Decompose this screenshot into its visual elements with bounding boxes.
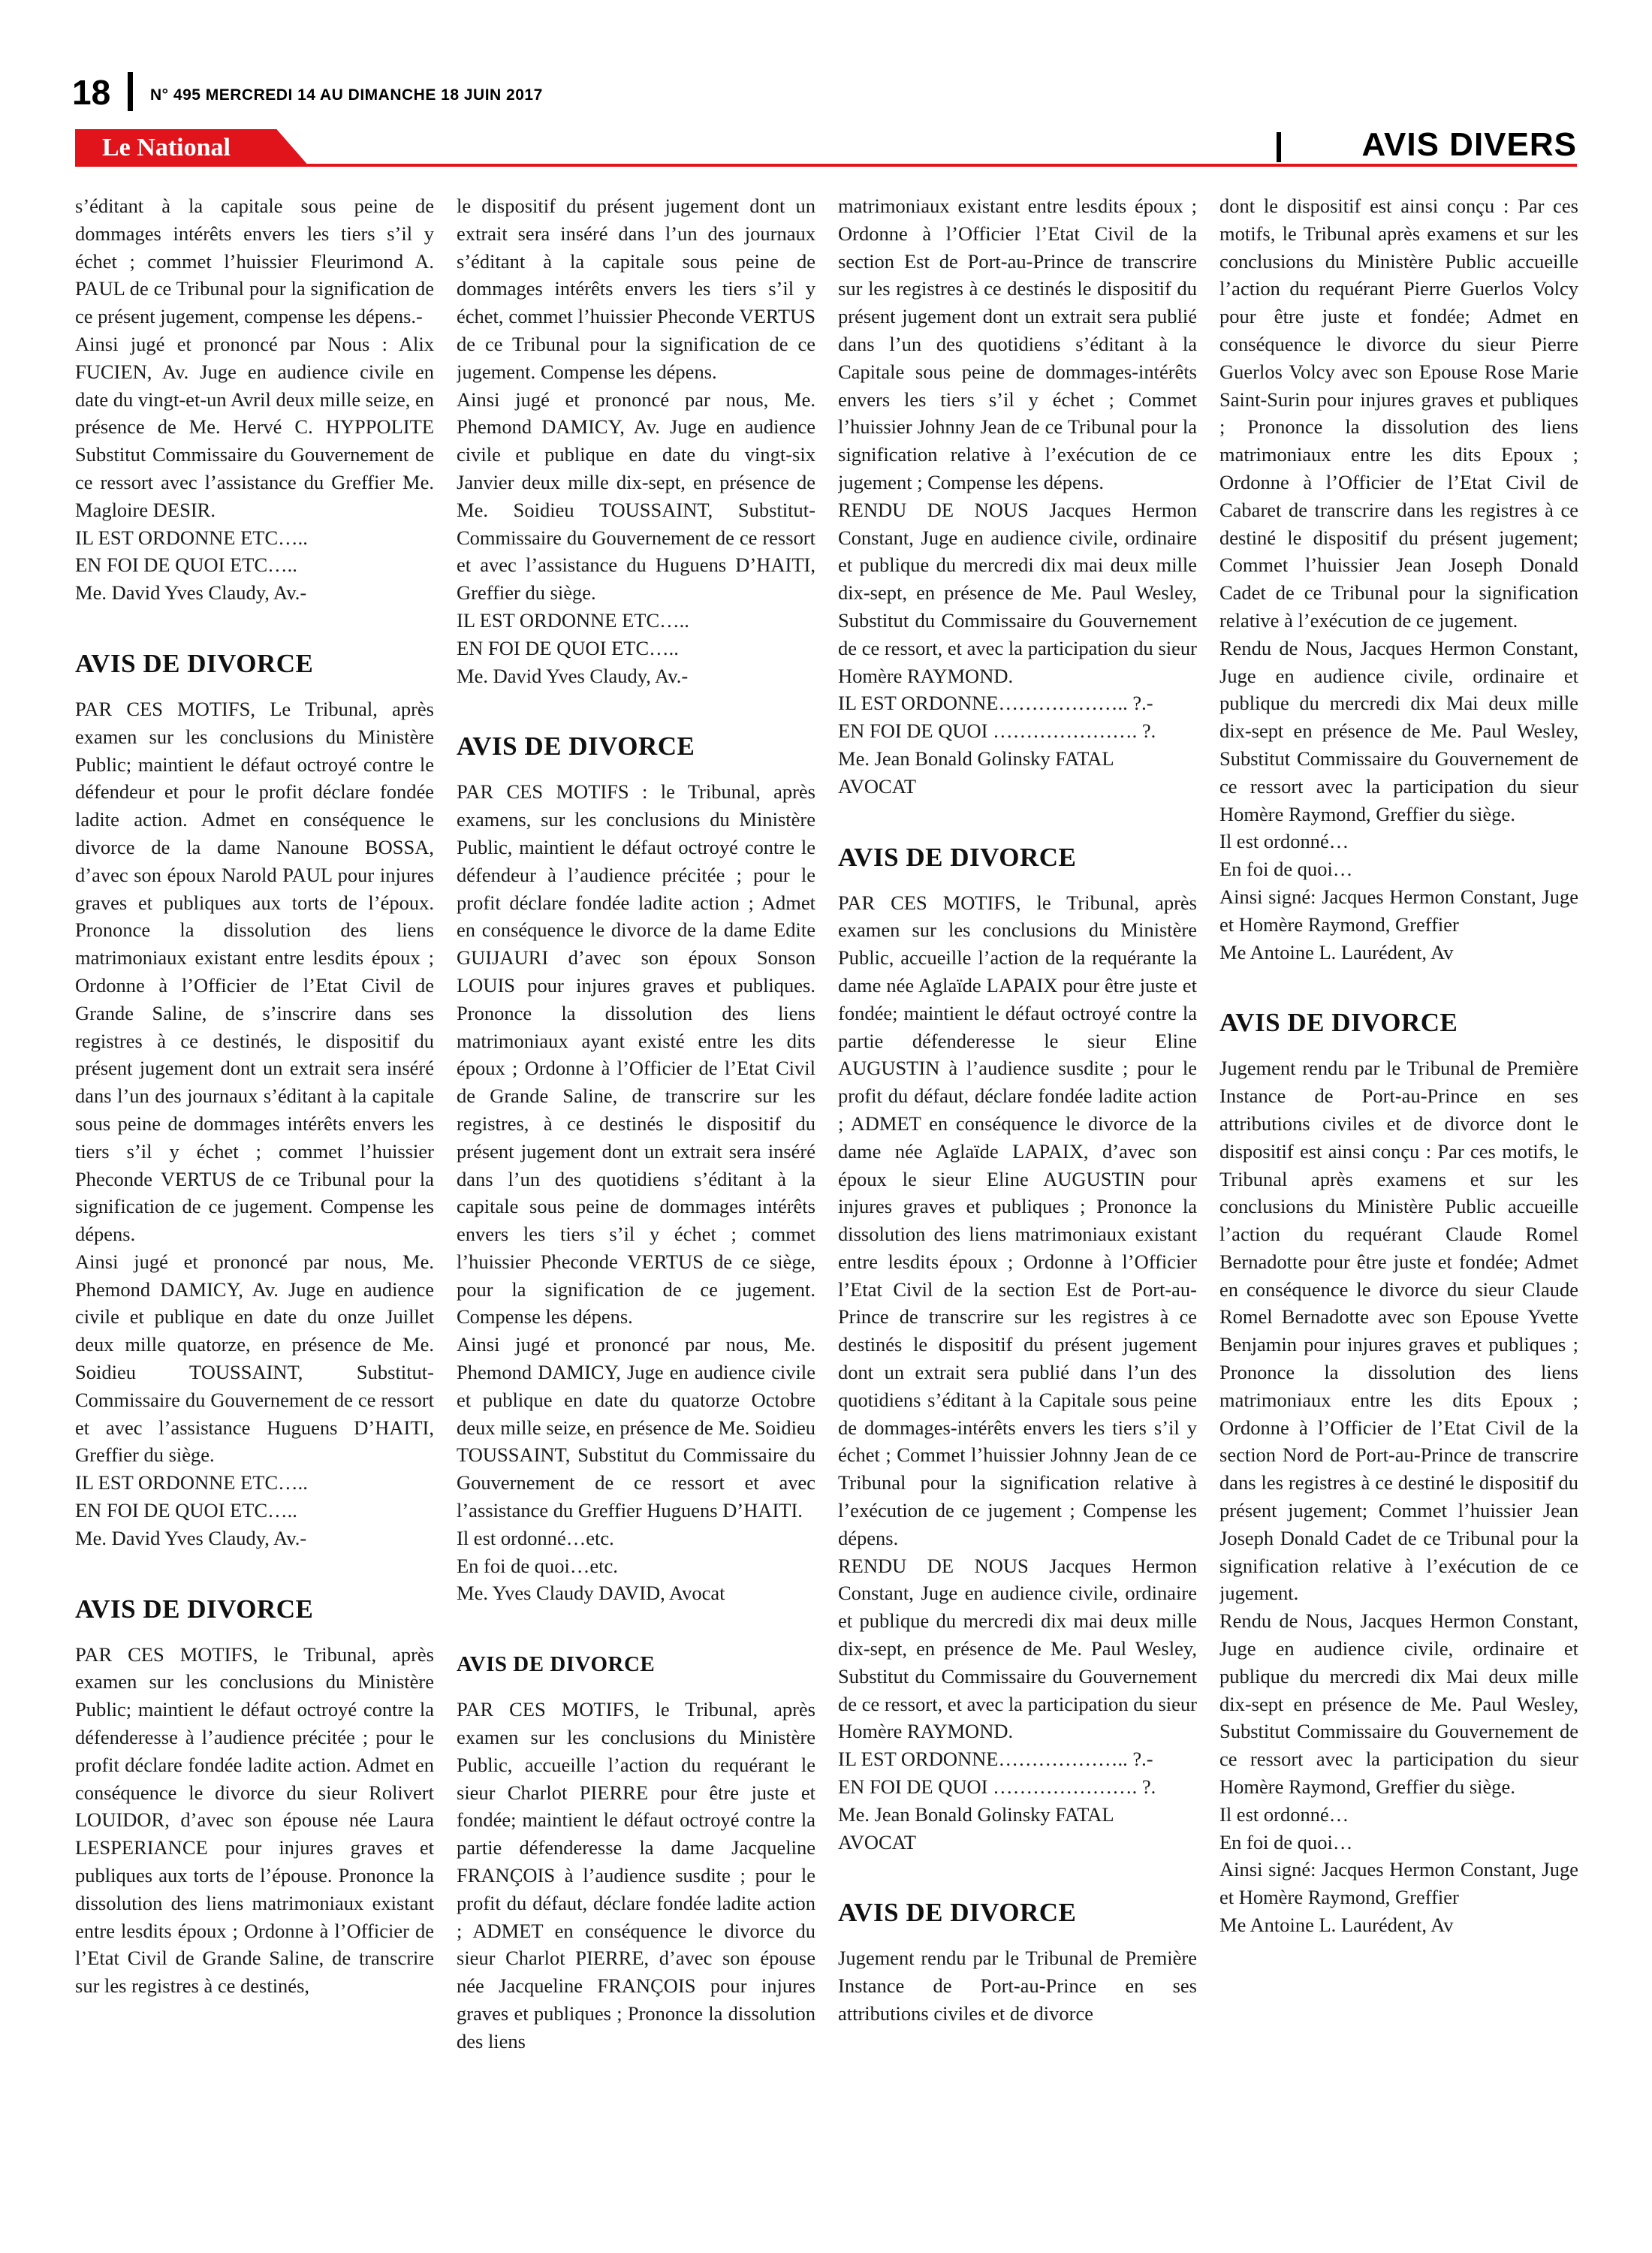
notice-continuation	[1219, 192, 1578, 966]
notice-continuation	[838, 192, 1197, 801]
notice-paragraph: IL EST ORDONNE ETC…..	[75, 526, 308, 549]
notice-paragraph: PAR CES MOTIFS, le Tribunal, après examen sur les conclusions du Ministère Public; maintient le défaut octroyé contre la défenderesse à l’audience précitée ; pour le profit déclare fondée ladite action. Admet en conséquence le divorce du sieur Rolivert LOUIDOR, d’avec son épouse née Laura LESPERIANCE pour injures graves et publiques aux torts de l’épouse. Prononce la dissolution des liens matrimoniaux existant entre lesdits époux ; Ordonne à l’Officier de l’Etat Civil de Grande Saline, de transcrire sur les registres à ce destinés,	[75, 1642, 434, 1998]
notice-paragraph: EN FOI DE QUOI ETC…..	[75, 553, 297, 577]
notice-paragraph: EN FOI DE QUOI ETC…..	[75, 1499, 297, 1522]
notice-paragraph: IL EST ORDONNE ETC…..	[75, 1471, 308, 1494]
notice-title: AVIS DE DIVORCE	[838, 842, 1077, 872]
notice-paragraph: En foi de quoi…etc.	[457, 1554, 618, 1577]
notice-paragraph: Rendu de Nous, Jacques Hermon Constant, Juge en audience civile, ordinaire et publique du mercredi dix Mai deux mille dix-sept en présence de Me. Paul Wesley, Substitut Commissaire du Gouvernement de ce ressort avec la participation du sieur Homère Raymond, Greffier du siège.	[1219, 636, 1578, 825]
notice-paragraph: Me. David Yves Claudy, Av.-	[457, 664, 689, 687]
notice-title: AVIS DE DIVORCE	[75, 648, 314, 678]
notice-paragraph: Ainsi jugé et prononcé par nous, Me. Phemond DAMICY, Av. Juge en audience civile et publique en date du onze Juillet deux mille quatorze, en présence de Me. Soidieu TOUSSAINT, Substitut-Commissaire du Gouvernement de ce ressort et avec l’assistance Huguens D’HAITI, Greffier du siège.	[75, 1250, 434, 1467]
notice-paragraph: Me Antoine L. Laurédent, Av	[1219, 1914, 1454, 1937]
column-4	[1219, 192, 1578, 2227]
notice-paragraph: Il est ordonné…etc.	[457, 1526, 614, 1549]
notice-paragraph: RENDU DE NOUS Jacques Hermon Constant, Juge en audience civile, ordinaire et publique du mercredi dix mai deux mille dix-sept, en présence de Me. Paul Wesley, Substitut du Commissaire du Gouvernement de ce ressort, et avec la participation du sieur Homère RAYMOND.	[838, 498, 1197, 687]
notice-paragraph: le dispositif du présent jugement dont un extrait sera inséré dans l’un des journaux s’éditant à la capitale sous peine de dommages intérêts envers les tiers s’il y échet, commet l’huissier Pheconde VERTUS de ce Tribunal pour la signification de ce jugement. Compense les dépens.	[457, 195, 815, 383]
divorce-notice	[457, 1649, 815, 2055]
notice-paragraph: Rendu de Nous, Jacques Hermon Constant, Juge en audience civile, ordinaire et publique du mercredi dix Mai deux mille dix-sept en présence de Me. Paul Wesley, Substitut Commissaire du Gouvernement de ce ressort avec la participation du sieur Homère Raymond, Greffier du siège.	[1219, 1609, 1578, 1799]
issue-date-line: N° 495 MERCREDI 14 AU DIMANCHE 18 JUIN 2017	[150, 86, 543, 104]
notice-body	[838, 192, 1197, 801]
notice-paragraph: EN FOI DE QUOI ETC…..	[457, 636, 679, 659]
notice-title: AVIS DE DIVORCE	[457, 731, 695, 762]
notice-paragraph: PAR CES MOTIFS, Le Tribunal, après examen sur les conclusions du Ministère Public; maintient le défaut octroyé contre le défendeur et pour le profit déclare fondée ladite action. Admet en conséquence le divorce de la dame Nanoune BOSSA, d’avec son époux Narold PAUL pour injures graves et publiques aux torts de l’époux. Prononce la dissolution des liens matrimoniaux existant entre lesdits époux ; Ordonne à l’Officier de l’Etat Civil de Grande Saline, de s’inscrire dans ses registres à ce destinés, le dispositif du présent jugement dont un extrait sera inséré dans l’un des journaux s’éditant à la capitale sous peine de dommages intérêts envers les tiers s’il y échet ; commet l’huissier Pheconde VERTUS de ce Tribunal pour la signification de ce jugement. Compense les dépens.	[75, 697, 434, 1246]
notice-continuation	[75, 192, 434, 607]
notice-paragraph: EN FOI DE QUOI …………………. ?.	[838, 719, 1156, 743]
divorce-notice	[75, 1594, 434, 2000]
notice-body	[75, 1641, 434, 2000]
notice-paragraph: s’éditant à la capitale sous peine de dommages intérêts envers les tiers s’il y échet ; commet l’huissier Fleurimond A. PAUL de ce Tribunal pour la signification de ce présent jugement, compense les dépens.-	[75, 195, 434, 328]
notice-paragraph: Jugement rendu par le Tribunal de Première Instance de Port-au-Prince en ses attributions civiles et de divorce	[838, 1947, 1197, 2025]
notice-paragraph: AVOCAT	[838, 774, 917, 798]
notice-paragraph: matrimoniaux existant entre lesdits époux ; Ordonne à l’Officier l’Etat Civil de la section Est de Port-au-Prince de transcrire sur les registres à ce destinés le dispositif du présent jugement dont un extrait sera publié dans l’un des quotidiens s’éditant à la Capitale sous peine de dommages-intérêts envers les tiers s’il y échet ; Commet l’huissier Johnny Jean de ce Tribunal pour la signification relative à l’exécution de ce jugement ; Compense les dépens.	[838, 195, 1197, 493]
header-rule	[75, 164, 1577, 167]
notice-paragraph: PAR CES MOTIFS, le Tribunal, après examen sur les conclusions du Ministère Public, accueille l’action du requérant le sieur Charlot PIERRE pour être juste et fondée; maintient le défaut octroyé contre la partie défenderesse la dame Jacqueline FRANÇOIS à l’audience susdite ; pour le profit du défaut, déclare fondée ladite action ; ADMET en conséquence le divorce du sieur Charlot PIERRE, d’avec son épouse née Jacqueline FRANÇOIS pour injures graves et publiques ; Prononce la dissolution des liens	[457, 1698, 815, 2052]
notice-paragraph: Ainsi signé: Jacques Hermon Constant, Juge et Homère Raymond, Greffier	[1219, 1858, 1578, 1909]
notice-body	[838, 1944, 1197, 2027]
divorce-notice	[457, 731, 815, 1607]
divorce-notice	[838, 843, 1197, 1856]
notice-paragraph: Ainsi jugé et prononcé par nous, Me. Phemond DAMICY, Juge en audience civile et publique en date du quatorze Octobre deux mille seize, en présence de Me. Soidieu TOUSSAINT, Substitut du Commissaire du Gouvernement de ce ressort et avec l’assistance du Greffier Huguens D’HAITI.	[457, 1333, 815, 1522]
page-number-divider	[128, 72, 133, 111]
column-1	[75, 192, 434, 2227]
notice-paragraph: Ainsi signé: Jacques Hermon Constant, Juge et Homère Raymond, Greffier	[1219, 885, 1578, 936]
notice-paragraph: EN FOI DE QUOI …………………. ?.	[838, 1775, 1156, 1799]
notice-title: AVIS DE DIVORCE	[838, 1898, 1077, 1928]
notice-title: AVIS DE DIVORCE	[75, 1594, 314, 1624]
notice-paragraph: Il est ordonné…	[1219, 1802, 1349, 1826]
notice-paragraph: RENDU DE NOUS Jacques Hermon Constant, Juge en audience civile, ordinaire et publique du mercredi dix mai deux mille dix-sept, en présence de Me. Paul Wesley, Substitut du Commissaire du Gouvernement de ce ressort, et avec la participation du sieur Homère RAYMOND.	[838, 1554, 1197, 1743]
notice-paragraph: PAR CES MOTIFS : le Tribunal, après examens, sur les conclusions du Ministère Public, maintient le défaut octroyé contre le défendeur à l’audience précitée ; pour le profit déclare fondée ladite action ; Admet en conséquence le divorce de la dame Edite GUIJAURI d’avec son époux Sonson LOUIS pour injures graves et publiques. Prononce la dissolution des liens matrimoniaux ayant existé entre les dits époux ; Ordonne à l’Officier de l’Etat Civil de Grande Saline, de transcrire sur les registres, à ce destinés le dispositif du présent jugement dont un extrait sera inséré dans l’un des quotidiens s’éditant à la capitale sous peine de dommages intérêts envers les tiers s’il y échet ; commet l’huissier Pheconde VERTUS de ce siège, pour la signification de ce jugement. Compense les dépens.	[457, 780, 815, 1329]
notice-paragraph: AVOCAT	[838, 1830, 917, 1853]
divorce-notice	[1219, 1008, 1578, 1939]
notice-body	[838, 889, 1197, 1856]
notice-title: AVIS DE DIVORCE	[1219, 1008, 1458, 1038]
notice-paragraph: Il est ordonné…	[1219, 830, 1349, 853]
brand-name: Le National	[102, 134, 231, 161]
notice-body	[75, 695, 434, 1552]
notice-body	[75, 192, 434, 607]
notice-body	[457, 778, 815, 1607]
notice-body	[1219, 192, 1578, 966]
notice-body	[1219, 1054, 1578, 1939]
notice-paragraph: Jugement rendu par le Tribunal de Première Instance de Port-au-Prince en ses attributions civiles et de divorce dont le dispositif est ainsi conçu : Par ces motifs, le Tribunal après examens et sur les conclusions du Ministère Public accueille l’action du requérant Claude Romel Bernadotte pour être juste et fondée; Admet en conséquence le divorce du sieur Claude Romel Bernadotte avec son Epouse Yvette Benjamin pour injures graves et publiques ; Prononce la dissolution des liens matrimoniaux entre les dits Epoux ; Ordonne à l’Officier de l’Etat Civil de la section Nord de Port-au-Prince de transcrire dans les registres à ce destiné le dispositif du présent jugement; Commet l’huissier Jean Joseph Donald Cadet de ce Tribunal pour la signification relative à l’exécution de ce jugement.	[1219, 1057, 1578, 1605]
notice-paragraph: IL EST ORDONNE ETC…..	[457, 608, 689, 632]
notice-paragraph: Me Antoine L. Laurédent, Av	[1219, 940, 1454, 964]
notice-paragraph: Ainsi jugé et prononcé par Nous : Alix FUCIEN, Av. Juge en audience civile en date du vingt-et-un Avril deux mille seize, en présence de Me. Hervé C. HYPPOLITE Substitut Commissaire du Gouvernement de ce ressort avec l’assistance du Greffier Me. Magloire DESIR.	[75, 332, 434, 521]
notice-body	[457, 1696, 815, 2055]
section-title-divider	[1277, 132, 1281, 162]
section-title: AVIS DIVERS	[1361, 126, 1577, 163]
notice-continuation	[457, 192, 815, 689]
notice-paragraph: IL EST ORDONNE……………….. ?.-	[838, 692, 1153, 715]
notice-body	[457, 192, 815, 689]
notice-paragraph: Me. David Yves Claudy, Av.-	[75, 1526, 307, 1549]
notice-title: AVIS DE DIVORCE	[457, 1652, 656, 1677]
notice-paragraph: Me. David Yves Claudy, Av.-	[75, 581, 307, 605]
notice-paragraph: IL EST ORDONNE……………….. ?.-	[838, 1748, 1153, 1771]
column-3	[838, 192, 1197, 2227]
notice-paragraph: PAR CES MOTIFS, le Tribunal, après examen sur les conclusions du Ministère Public, accueille l’action de la requérante la dame née Aglaïde LAPAIX pour être juste et fondée; maintient le défaut octroyé contre la partie défenderesse le sieur Eline AUGUSTIN à l’audience susdite ; pour le profit du défaut, déclare fondée ladite action ; ADMET en conséquence le divorce de la dame née Aglaïde LAPAIX, d’avec son époux le sieur Eline AUGUSTIN pour injures graves et publiques ; Prononce la dissolution des liens matrimoniaux existant entre lesdits époux ; Ordonne à l’Officier l’Etat Civil de la section Est de Port-au-Prince de transcrire sur les registres à ce destinés le dispositif du présent jugement dont un extrait sera publié dans l’un des quotidiens s’éditant à la Capitale sous peine de dommages-intérêts envers les tiers s’il y échet ; Commet l’huissier Johnny Jean de ce Tribunal pour la signification relative à l’exécution de ce jugement ; Compense les dépens.	[838, 891, 1197, 1549]
notice-paragraph: Me. Jean Bonald Golinsky FATAL	[838, 1802, 1114, 1826]
notice-paragraph: dont le dispositif est ainsi conçu : Par ces motifs, le Tribunal après examens et sur les conclusions du Ministère Public accueille l’action du requérant Pierre Guerlos Volcy pour être juste et fondée; Admet en conséquence le divorce du sieur Pierre Guerlos Volcy avec son Epouse Rose Marie Saint-Surin pour injures graves et publiques ; Prononce la dissolution des liens matrimoniaux entre les dits Epoux ; Ordonne à l’Officier de l’Etat Civil de Cabaret de transcrire dans les registres à ce destiné le dispositif du présent jugement; Commet l’huissier Jean Joseph Donald Cadet de ce Tribunal pour la signification relative à l’exécution de ce jugement.	[1219, 195, 1578, 632]
notice-paragraph: Me. Jean Bonald Golinsky FATAL	[838, 746, 1114, 770]
page-number: 18	[72, 73, 111, 112]
notice-paragraph: En foi de quoi…	[1219, 858, 1353, 881]
notice-paragraph: Me. Yves Claudy DAVID, Avocat	[457, 1582, 725, 1605]
notice-paragraph: Ainsi jugé et prononcé par nous, Me. Phemond DAMICY, Av. Juge en audience civile et publique en date du vingt-six Janvier deux mille dix-sept, en présence de Me. Soidieu TOUSSAINT, Substitut-Commissaire du Gouvernement de ce ressort et avec l’assistance du Huguens D’HAITI, Greffier du siège.	[457, 388, 815, 605]
divorce-notice	[75, 649, 434, 1552]
notice-paragraph: En foi de quoi…	[1219, 1830, 1353, 1853]
column-2	[457, 192, 815, 2227]
divorce-notice	[838, 1898, 1197, 2027]
